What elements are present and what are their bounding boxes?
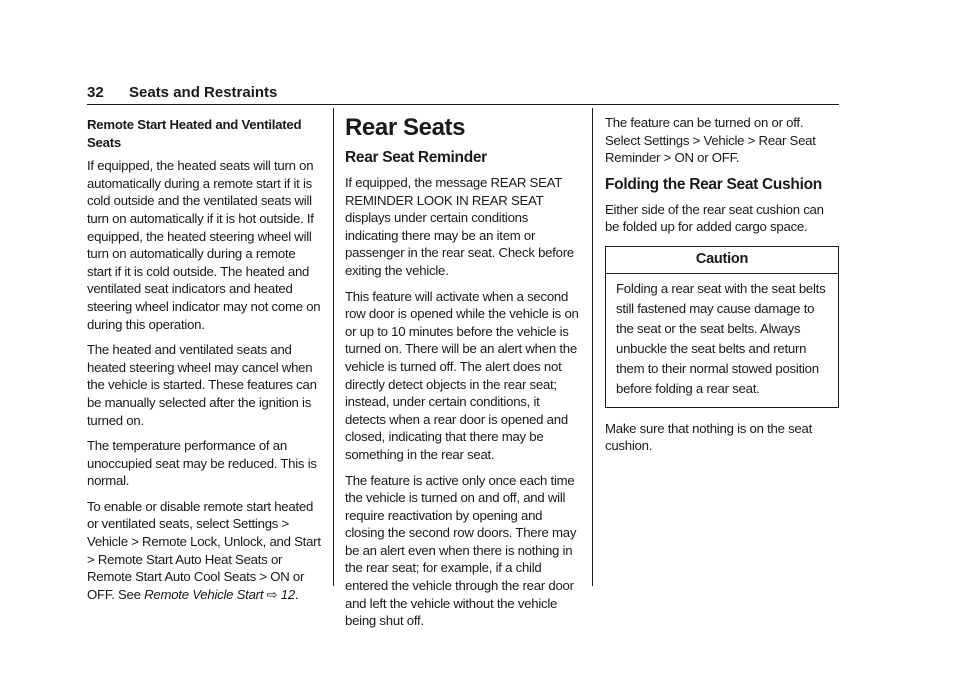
column-right — [605, 114, 839, 463]
paragraph: Either side of the rear seat cushion can be folded up for added cargo space. — [605, 201, 824, 235]
paragraph — [87, 498, 323, 604]
paragraph: Make sure that nothing is on the seat cushion. — [605, 420, 813, 454]
column-left — [87, 114, 323, 611]
page-number: 32 — [87, 84, 104, 101]
page-header — [87, 84, 839, 105]
paragraph: If equipped, the message REAR SEAT REMINDER LOOK IN REAR SEAT displays under certain conditions indicating there may be an item or passenger in the rear seat. Check before exiting the vehicle. — [345, 175, 574, 278]
subheading: Remote Start Heated and Ventilated Seats — [87, 117, 302, 150]
column-divider — [592, 108, 593, 586]
section-title: Seats and Restraints — [129, 84, 278, 101]
subsection-heading: Folding the Rear Seat Cushion — [605, 175, 822, 193]
cross-reference-link[interactable]: Remote Vehicle Start — [144, 586, 264, 602]
paragraph-text: To enable or disable remote start heated or ventilated seats, select Settings > Vehicle > Remote Lock, Unlock, and Start > Remote Start Auto Heat Seats or Remote Start Auto Cool Seats > ON or OFF. See — [87, 498, 321, 602]
paragraph: The feature is active only once each time the vehicle is turned on and off, and will require reactivation by opening and closing the second row doors. There may be an alert even when there is nothing in the rear seat; for example, if a child entered the vehicle through the rear door and left the vehicle without the vehicle being shut off. — [345, 472, 577, 629]
section-heading: Rear Seats — [345, 114, 466, 141]
caution-text: Folding a rear seat with the seat belts still fastened may cause damage to the seat or the seat belts. Always unbuckle the seat belts and return them to their normal stowed position before folding a rear seat. — [616, 280, 826, 396]
paragraph: The temperature performance of an unoccupied seat may be reduced. This is normal. — [87, 438, 317, 489]
punctuation: . — [294, 586, 299, 602]
page-ref-arrow-icon: ⇨ — [266, 586, 278, 602]
subsection-heading: Rear Seat Reminder — [345, 149, 487, 166]
column-middle — [345, 114, 581, 638]
caution-title: Caution — [606, 247, 838, 274]
page-ref-number[interactable]: 12 — [280, 586, 295, 602]
column-divider — [333, 108, 334, 586]
paragraph: The heated and ventilated seats and heated steering wheel may cancel when the vehicle is started. These features can be manually selected after the ignition is turned on. — [87, 342, 317, 428]
paragraph: If equipped, the heated seats will turn on automatically during a remote start if it is cold outside and the ventilated seats will turn on automatically if it is hot outside. If equipped, the heated steering wheel will turn on automatically during a remote start if it is cold outside. The heated and ventilated seat indicators and heated steering wheel indicator may not come on during this operation. — [87, 158, 321, 332]
paragraph: The feature can be turned on or off. Select Settings > Vehicle > Rear Seat Reminder > ON or OFF. — [605, 115, 816, 166]
paragraph: This feature will activate when a second row door is opened while the vehicle is on or up to 10 minutes before the vehicle is turned on. There will be an alert when the vehicle is turned off. The alert does not directly detect objects in the rear seat; instead, under certain conditions, it detects when a rear door is opened and closed, indicating that there may be something in the rear seat. — [345, 288, 579, 462]
caution-box — [605, 246, 839, 408]
